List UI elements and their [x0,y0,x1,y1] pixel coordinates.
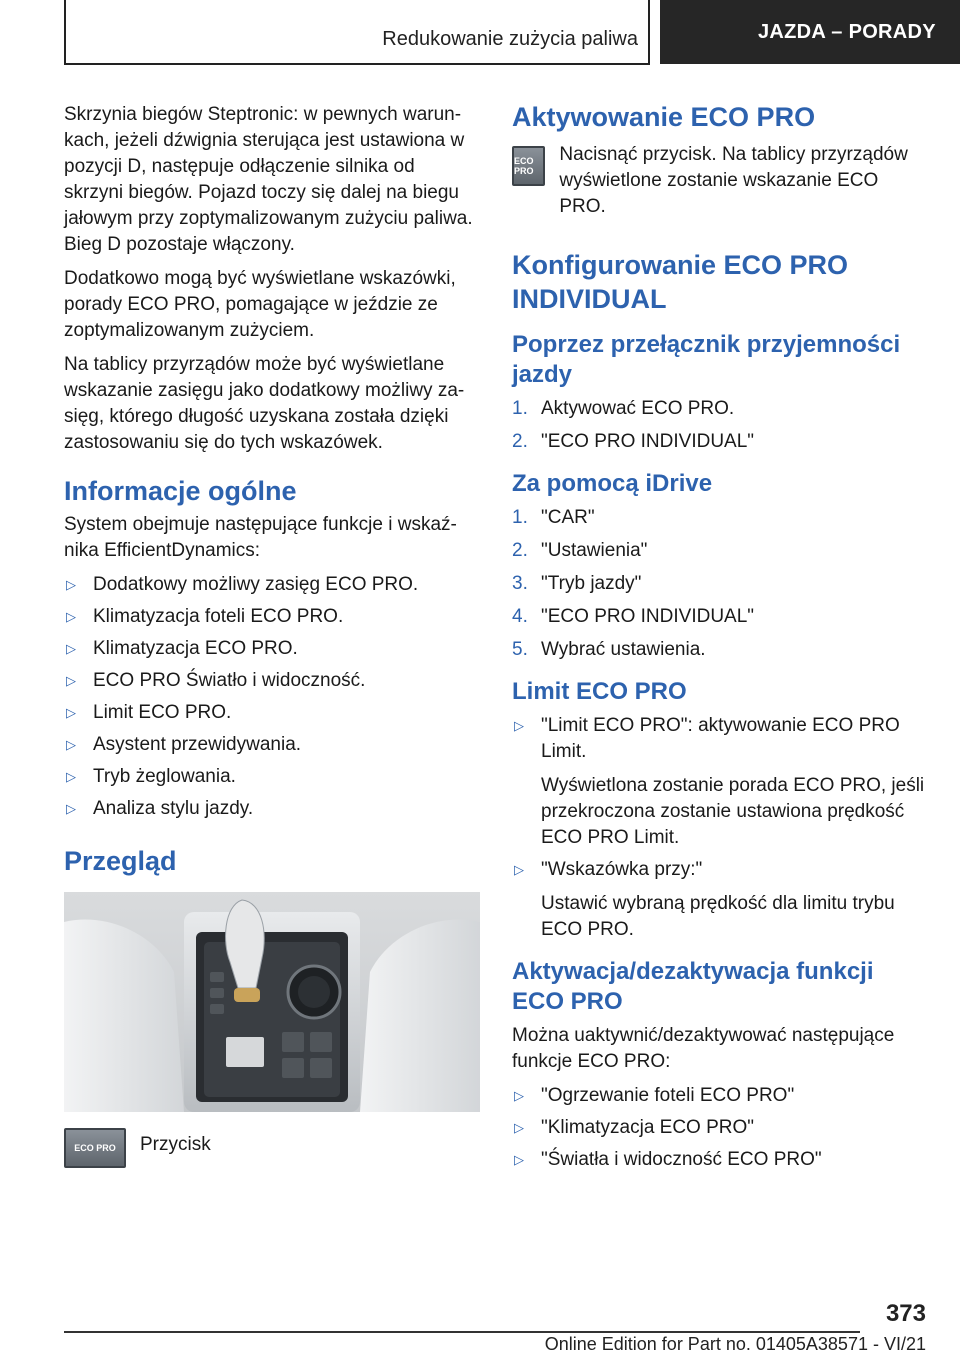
heading-via-switch: Poprzez przełącznik przyjemności jazdy [512,331,901,388]
paragraph-range: Na tablicy przyrządów może być wyświetlane wskazanie zasięgu jako dodatkowy możliwy zasięg, którego długość uzyskana została dzięki zastosowaniu się do tych wskazówek. [64,354,465,453]
list-item: 3. "Tryb jazdy" [512,573,642,594]
list-item: 4. "ECO PRO INDIVIDUAL" [512,606,755,627]
list-item: ▷ Dodatkowy możliwy zasięg ECO PRO. [64,572,478,598]
eco-pro-button-icon: ECO PRO [512,146,545,186]
left-column [64,102,478,1168]
list-item: ▷ Tryb żeglowania. [64,764,478,790]
list-item: ▷ Limit ECO PRO. [64,700,478,726]
toggle-list [512,1083,926,1173]
list-item: ▷ Asystent przewidywania. [64,732,478,758]
paragraph-tips: Dodatkowo mogą być wyświetlane wskazówki, porady ECO PRO, pomagające w jeździe ze zoptymalizowanym zużyciem. [64,268,456,341]
paragraph-steptronic: Skrzynia biegów Steptronic: w pewnych warunkach, jeżeli dźwignia sterująca jest ustawiona w pozycji D, następuje odłączenie silnika od skrzyni biegów. Pojazd toczy się dalej na biegu jałowym przy zoptymalizowanym zużyciu paliwa. Bieg D pozostaje włączony. [64,104,473,255]
list-item: 2. "Ustawienia" [512,540,648,561]
list-item: ▷ Klimatyzacja foteli ECO PRO. [64,604,478,630]
feature-list [64,572,478,822]
page-number: 373 [885,1300,926,1327]
header-rule-bottom [64,63,650,65]
list-item: ▷ Klimatyzacja ECO PRO. [64,636,478,662]
list-item: ▷ "Światła i widoczność ECO PRO" [512,1147,926,1173]
triangle-bullet-icon: ▷ [66,737,76,752]
heading-configure-individual: Konfigurowanie ECO PRO INDIVIDUAL [512,250,849,314]
list-item: ▷ "Limit ECO PRO": aktywowanie ECO PRO Limit. Wyświetlona zostanie porada ECO PRO, jeśli przekroczona zostanie ustawiona prędkość ECO PRO Limit. [514,715,925,848]
triangle-bullet-icon: ▷ [66,609,76,624]
paragraph-general: System obejmuje następujące funkcje i wskaźnika EfficientDynamics: [64,514,457,561]
list-item: ▷ "Klimatyzacja ECO PRO" [512,1115,926,1141]
center-console-illustration [64,892,480,1112]
list-item: ▷ "Wskazówka przy:" Ustawić wybraną prędkość dla limitu trybu ECO PRO. [514,859,895,940]
heading-limit-eco-pro: Limit ECO PRO [512,678,687,705]
list-item: ▷ Analiza stylu jazdy. [64,796,478,822]
triangle-bullet-icon: ▷ [514,1088,524,1103]
section-title: Redukowanie zużycia paliwa [382,28,638,50]
paragraph-activate: Nacisnąć przycisk. Na tablicy przyrządów wyświetlone zostanie wskazanie ECO PRO. [559,144,908,217]
triangle-bullet-icon: ▷ [66,673,76,688]
triangle-bullet-icon: ▷ [66,577,76,592]
edition-note: Online Edition for Part no. 01405A38571 - VI/21 [544,1334,926,1354]
list-item: 2. "ECO PRO INDIVIDUAL" [512,431,755,452]
triangle-bullet-icon: ▷ [514,862,524,877]
paragraph-toggle: Można uaktywnić/dezaktywować następujące funkcje ECO PRO: [512,1025,895,1072]
heading-general-info: Informacje ogólne [64,476,297,506]
footer-rule [64,1331,860,1333]
list-item: ▷ "Ogrzewanie foteli ECO PRO" [512,1083,926,1109]
triangle-bullet-icon: ▷ [66,769,76,784]
activate-instruction [512,142,926,220]
header-rule-left [64,0,66,64]
heading-toggle-functions: Aktywacja/dezaktywacja funkcji ECO PRO [512,958,874,1015]
center-console-photo [64,892,480,1112]
button-caption: Przycisk [140,1134,211,1155]
heading-activate-eco-pro: Aktywowanie ECO PRO [512,102,816,132]
triangle-bullet-icon: ▷ [66,705,76,720]
triangle-bullet-icon: ▷ [66,801,76,816]
heading-overview: Przegląd [64,846,177,876]
list-item: 5. Wybrać ustawienia. [512,639,706,660]
header-rule-right [648,0,650,64]
eco-pro-button-legend [64,1128,478,1168]
triangle-bullet-icon: ▷ [514,718,524,733]
triangle-bullet-icon: ▷ [514,1152,524,1167]
triangle-bullet-icon: ▷ [514,1120,524,1135]
list-item: 1. Aktywować ECO PRO. [512,398,735,419]
switch-steps [512,396,926,455]
heading-via-idrive: Za pomocą iDrive [512,470,713,497]
chapter-tab: JAZDA – PORADY [660,0,960,64]
eco-pro-button-icon: ECO PRO [64,1128,126,1168]
triangle-bullet-icon: ▷ [66,641,76,656]
list-item: ▷ ECO PRO Światło i widoczność. [64,668,478,694]
limit-list [512,713,926,943]
idrive-steps [512,505,926,663]
right-column [512,100,926,1179]
list-item: 1. "CAR" [512,507,595,528]
